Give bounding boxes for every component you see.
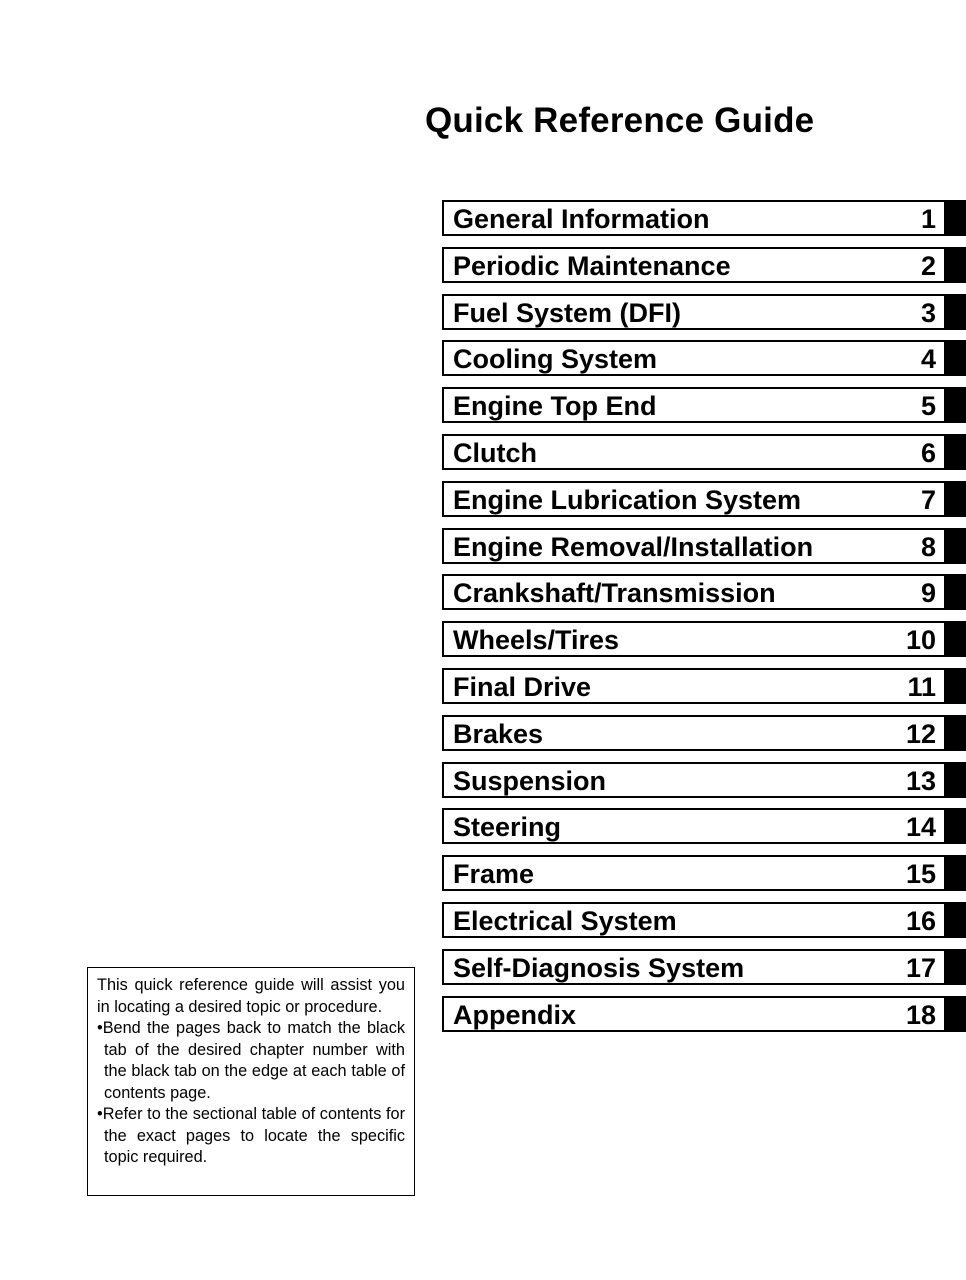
chapter-row-steering[interactable]	[442, 808, 966, 844]
chapter-box[interactable]	[442, 387, 946, 423]
chapter-tab[interactable]	[945, 902, 966, 938]
chapter-label: Crankshaft/Transmission	[453, 578, 776, 609]
chapter-row-self-diagnosis-system[interactable]	[442, 949, 966, 985]
chapter-row-fuel-system[interactable]	[442, 294, 966, 330]
chapter-number: 18	[905, 999, 936, 1030]
chapter-label: Engine Lubrication System	[453, 484, 802, 515]
chapter-tab[interactable]	[945, 949, 966, 985]
chapter-tab[interactable]	[945, 200, 966, 236]
chapter-row-clutch[interactable]	[442, 434, 966, 470]
chapter-tab[interactable]	[945, 294, 966, 330]
chapter-row-cooling-system[interactable]	[442, 340, 966, 376]
chapter-number: 11	[907, 671, 936, 702]
chapter-label: Appendix	[453, 999, 577, 1030]
chapter-number: 12	[905, 718, 936, 749]
chapter-label: Fuel System (DFI)	[453, 297, 682, 328]
chapter-label: Brakes	[453, 718, 544, 749]
chapter-number: 2	[920, 250, 936, 281]
chapter-box[interactable]	[442, 949, 946, 985]
chapter-number: 1	[920, 204, 936, 234]
chapter-row-periodic-maintenance[interactable]	[442, 247, 966, 283]
chapter-label: Electrical System	[453, 905, 677, 936]
chapter-box[interactable]	[442, 200, 946, 236]
chapter-number: 3	[920, 297, 936, 328]
chapter-box[interactable]	[442, 855, 946, 891]
chapter-number: 15	[905, 859, 936, 890]
chapter-number: 4	[920, 344, 936, 375]
chapter-tab[interactable]	[945, 481, 966, 517]
chapter-row-frame[interactable]	[442, 855, 966, 891]
chapter-row-suspension[interactable]	[442, 762, 966, 798]
chapter-number: 7	[920, 484, 936, 515]
chapter-box[interactable]	[442, 715, 946, 751]
note-bullet-refer-contents: •Refer to the sectional table of contents for the exact pages to locate the specific topic required.	[97, 1105, 405, 1166]
chapter-label: Periodic Maintenance	[453, 250, 731, 281]
chapter-tab[interactable]	[945, 387, 966, 423]
chapter-label: Cooling System	[453, 344, 658, 375]
chapter-number: 5	[920, 391, 936, 422]
chapter-box[interactable]	[442, 902, 946, 938]
chapter-number: 14	[905, 812, 936, 843]
chapter-box[interactable]	[442, 434, 946, 470]
chapter-row-general-information[interactable]	[442, 200, 966, 236]
chapter-tab[interactable]	[945, 340, 966, 376]
chapter-number: 13	[905, 765, 936, 796]
chapter-box[interactable]	[442, 574, 946, 610]
chapter-row-wheels-tires[interactable]	[442, 621, 966, 657]
chapter-row-brakes[interactable]	[442, 715, 966, 751]
chapter-box[interactable]	[442, 808, 946, 844]
chapter-label: Suspension	[453, 765, 607, 796]
chapter-label: Final Drive	[453, 671, 592, 702]
chapter-row-crankshaft-transmission[interactable]	[442, 574, 966, 610]
chapter-number: 16	[905, 905, 936, 936]
chapter-tab[interactable]	[945, 996, 966, 1032]
chapter-box[interactable]	[442, 621, 946, 657]
chapter-row-electrical-system[interactable]	[442, 902, 966, 938]
chapter-number: 6	[920, 437, 936, 468]
chapter-row-appendix[interactable]	[442, 996, 966, 1032]
chapter-label: Steering	[453, 812, 562, 843]
chapter-box[interactable]	[442, 528, 946, 564]
chapter-label: Clutch	[453, 437, 537, 468]
chapter-number: 8	[920, 531, 936, 562]
chapter-tab[interactable]	[945, 574, 966, 610]
chapter-tab[interactable]	[945, 247, 966, 283]
chapter-row-engine-removal-installation[interactable]	[442, 528, 966, 564]
chapter-tab[interactable]	[945, 528, 966, 564]
chapter-tab[interactable]	[945, 715, 966, 751]
chapter-number: 10	[905, 625, 936, 656]
chapter-box[interactable]	[442, 340, 946, 376]
note-bullet-bend-pages: •Bend the pages back to match the black tab of the desired chapter number with the black tab on the edge at each table of contents page.	[97, 1019, 405, 1102]
chapter-tab[interactable]	[945, 434, 966, 470]
chapter-box[interactable]	[442, 294, 946, 330]
chapter-box[interactable]	[442, 481, 946, 517]
note-intro: This quick reference guide will assist you in locating a desired topic or procedure.	[97, 976, 405, 1016]
chapter-label: Engine Removal/Installation	[453, 531, 814, 562]
chapter-label: Frame	[453, 859, 535, 890]
chapter-tab[interactable]	[945, 855, 966, 891]
chapter-number: 9	[920, 578, 936, 609]
chapter-box[interactable]	[442, 668, 946, 704]
chapter-row-engine-lubrication-system[interactable]	[442, 481, 966, 517]
chapter-tab[interactable]	[945, 762, 966, 798]
chapter-tab[interactable]	[945, 808, 966, 844]
chapter-list	[442, 200, 966, 1042]
chapter-box[interactable]	[442, 996, 946, 1032]
chapter-label: Wheels/Tires	[453, 625, 620, 656]
chapter-row-engine-top-end[interactable]	[442, 387, 966, 423]
chapter-label: Engine Top End	[453, 391, 657, 422]
page-title: Quick Reference Guide	[425, 101, 815, 141]
chapter-tab[interactable]	[945, 668, 966, 704]
chapter-tab[interactable]	[945, 621, 966, 657]
instruction-note-box	[87, 967, 415, 1196]
chapter-box[interactable]	[442, 762, 946, 798]
chapter-row-final-drive[interactable]	[442, 668, 966, 704]
chapter-label: Self-Diagnosis System	[453, 952, 745, 983]
chapter-number: 17	[905, 952, 936, 983]
chapter-label: General Information	[453, 204, 710, 234]
chapter-box[interactable]	[442, 247, 946, 283]
